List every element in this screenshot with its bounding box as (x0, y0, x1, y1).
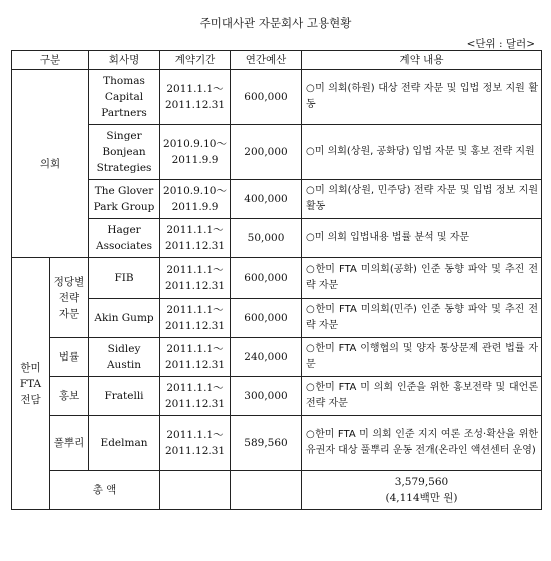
annual-budget: 600,000 (231, 70, 302, 125)
subgroup-grassroots: 풀뿌리 (50, 416, 89, 471)
table-row (12, 338, 542, 377)
contract-period: 2010.9.10～ 2011.9.9 (160, 125, 231, 180)
company-name: Hager Associates (89, 219, 160, 258)
annual-budget: 300,000 (231, 377, 302, 416)
company-name: Thomas Capital Partners (89, 70, 160, 125)
contract-period: 2011.1.1～ 2011.12.31 (160, 70, 231, 125)
contract-content: ○미 의회(하원) 대상 전략 자문 및 입법 정보 지원 활동 (302, 70, 542, 125)
annual-budget: 240,000 (231, 338, 302, 377)
contract-period: 2011.1.1～ 2011.12.31 (160, 258, 231, 299)
header-budget: 연간예산 (231, 51, 302, 70)
company-name: Fratelli (89, 377, 160, 416)
contract-period: 2011.1.1～ 2011.12.31 (160, 338, 231, 377)
contract-period: 2010.9.10～ 2011.9.9 (160, 180, 231, 219)
header-company: 회사명 (89, 51, 160, 70)
total-empty-period (231, 471, 302, 510)
subgroup-strategy: 정당별 전략 자문 (50, 258, 89, 338)
company-name: Edelman (89, 416, 160, 471)
consultancy-table (11, 50, 542, 510)
company-name: FIB (89, 258, 160, 299)
page-title: 주미대사관 자문회사 고용현황 (199, 16, 352, 30)
group-congress: 의회 (12, 70, 89, 258)
total-empty-company (160, 471, 231, 510)
total-label: 총 액 (50, 471, 160, 510)
total-row (12, 471, 542, 510)
contract-content: ○미 의회(상원, 공화당) 입법 자문 및 홍보 전략 지원 (302, 125, 542, 180)
annual-budget: 400,000 (231, 180, 302, 219)
total-amount: 3,579,560 (394, 476, 449, 488)
table-row (12, 180, 542, 219)
table-row (12, 299, 542, 338)
annual-budget: 200,000 (231, 125, 302, 180)
annual-budget: 589,560 (231, 416, 302, 471)
header-period: 계약기간 (160, 51, 231, 70)
table-row (12, 70, 542, 125)
contract-content: ○미 의회(상원, 민주당) 전략 자문 및 입법 정보 지원 활동 (302, 180, 542, 219)
contract-content: ○한미 FTA 미 의회 인준을 위한 홍보전략 및 대언론 전략 자문 (302, 377, 542, 416)
table-row (12, 219, 542, 258)
header-content: 계약 내용 (302, 51, 542, 70)
contract-content: ○한미 FTA 이행협의 및 양자 통상문제 관련 법률 자문 (302, 338, 542, 377)
contract-content: ○한미 FTA 미의회(공화) 인준 동향 파악 및 추진 전략 자문 (302, 258, 542, 299)
annual-budget: 600,000 (231, 258, 302, 299)
header-row (12, 51, 542, 70)
table-row (12, 125, 542, 180)
subgroup-pr: 홍보 (50, 377, 89, 416)
contract-content: ○한미 FTA 미의회(민주) 인준 동향 파악 및 추진 전략 자문 (302, 299, 542, 338)
header-category: 구분 (12, 51, 89, 70)
total-amount-krw: (4,114백만 원) (385, 492, 458, 504)
group-fta: 한미 FTA 전담 (12, 258, 50, 510)
contract-content: ○미 의회 입법내용 법률 분석 및 자문 (302, 219, 542, 258)
annual-budget: 50,000 (231, 219, 302, 258)
contract-content: ○한미 FTA 미 의회 인준 지지 여론 조성·확산을 위한 유권자 대상 풀뿌리 운동 전개(온라인 액션센터 운영) (302, 416, 542, 471)
company-name: Sidley Austin (89, 338, 160, 377)
contract-period: 2011.1.1～ 2011.12.31 (160, 416, 231, 471)
table-row (12, 377, 542, 416)
contract-period: 2011.1.1～ 2011.12.31 (160, 377, 231, 416)
contract-period: 2011.1.1～ 2011.12.31 (160, 219, 231, 258)
total-amount-cell (302, 471, 542, 510)
table-row (12, 258, 542, 299)
company-name: The Glover Park Group (89, 180, 160, 219)
subgroup-law: 법률 (50, 338, 89, 377)
company-name: Akin Gump (89, 299, 160, 338)
company-name: Singer Bonjean Strategies (89, 125, 160, 180)
annual-budget: 600,000 (231, 299, 302, 338)
contract-period: 2011.1.1～ 2011.12.31 (160, 299, 231, 338)
unit-label: <단위 : 달러> (466, 38, 535, 50)
table-row (12, 416, 542, 471)
